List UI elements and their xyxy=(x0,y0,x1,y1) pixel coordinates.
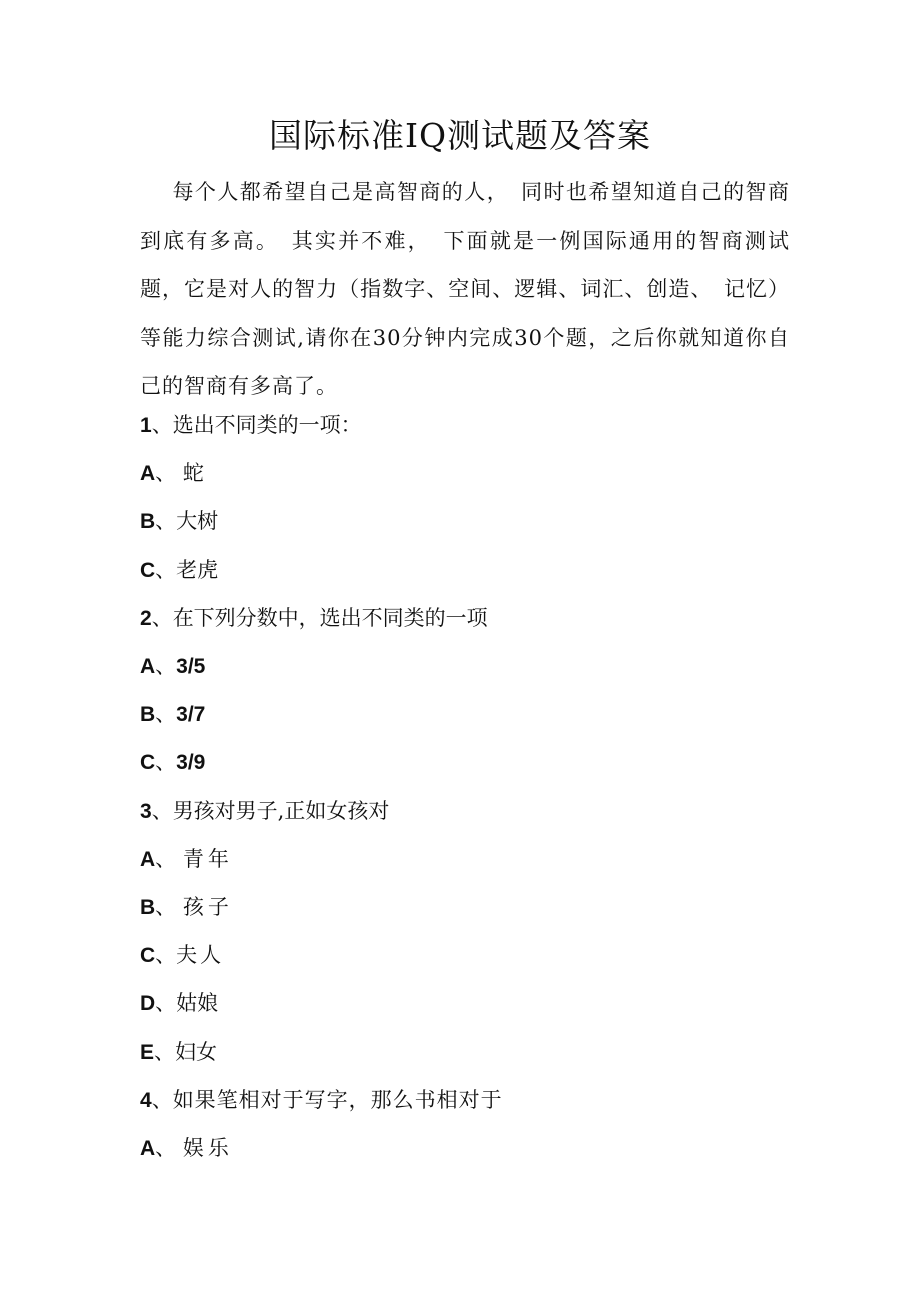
intro-text: 每个人都希望自己是高智商的人， 同时也希望知道自己的智商到底有多高。 其实并不难， 下面就是一例国际通用的智商测试题，它是对人的智力（指数字、空间、逻辑、词汇、创造、 记忆）等能力综合测试,请你在30分钟内完成30个题，之后你就知道你自己的智商有多高了。 xyxy=(140,180,790,398)
question-line: 3、男孩对男子,正如女孩对 xyxy=(140,799,390,823)
intro-paragraph xyxy=(140,168,790,411)
option-line: B、3/7 xyxy=(140,702,206,726)
option-line: C、3/9 xyxy=(140,750,206,774)
option-line: A、3/5 xyxy=(140,654,206,678)
option-line: D、姑娘 xyxy=(140,991,219,1015)
document-title: 国际标准IQ测试题及答案 xyxy=(268,116,652,155)
option-line: E、妇女 xyxy=(140,1040,218,1064)
question-line: 1、选出不同类的一项： xyxy=(140,413,362,437)
option-line: A、 娱乐 xyxy=(140,1136,233,1160)
question-line: 4、如果笔相对于写字，那么书相对于 xyxy=(140,1088,503,1112)
option-line: C、夫人 xyxy=(140,943,225,967)
option-line: A、 蛇 xyxy=(140,461,204,485)
question-line: 2、在下列分数中，选出不同类的一项 xyxy=(140,606,488,630)
option-line: B、 孩子 xyxy=(140,895,233,919)
option-line: C、老虎 xyxy=(140,558,219,582)
option-line: A、 青年 xyxy=(140,847,233,871)
option-line: B、大树 xyxy=(140,509,219,533)
